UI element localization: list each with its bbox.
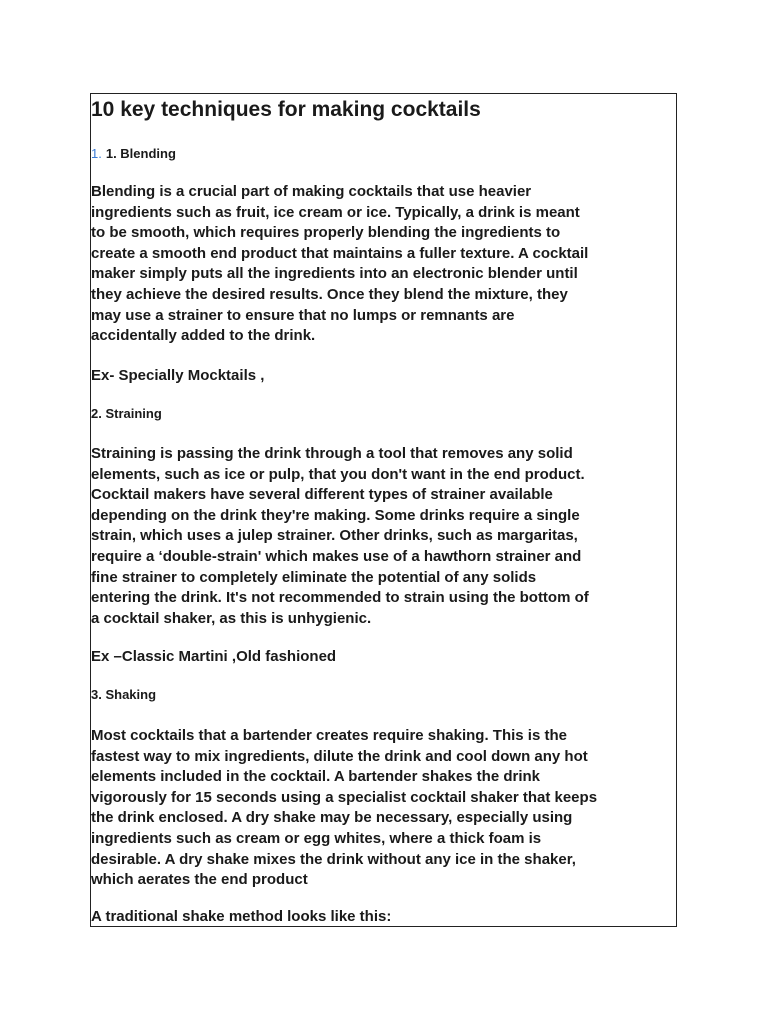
paragraph-line: entering the drink. It's not recommended to strain using the bottom of	[91, 589, 589, 607]
paragraph-line: desirable. A dry shake mixes the drink without any ice in the shaker,	[91, 850, 576, 868]
paragraph-line: depending on the drink they're making. Some drinks require a single	[91, 506, 580, 524]
paragraph-line: ingredients such as fruit, ice cream or ice. Typically, a drink is meant	[91, 203, 580, 221]
section-heading-shaking: 3. Shaking	[91, 687, 157, 702]
example-shaking: A traditional shake method looks like this:	[91, 908, 392, 925]
paragraph-line: Blending is a crucial part of making cocktails that use heavier	[91, 183, 532, 200]
section-heading-straining: 2. Straining	[91, 406, 162, 421]
example-straining: Ex –Classic Martini ,Old fashioned	[91, 648, 337, 665]
paragraph-line: fastest way to mix ingredients, dilute the drink and cool down any hot	[91, 747, 588, 765]
list-marker: 1.	[91, 146, 102, 161]
document-title: 10 key techniques for making cocktails	[91, 98, 481, 121]
paragraph-line: Cocktail makers have several different types of strainer available	[91, 486, 553, 504]
paragraph-straining	[91, 444, 677, 629]
paragraph-line: maker simply puts all the ingredients into an electronic blender until	[91, 265, 578, 283]
paragraph-line: Most cocktails that a bartender creates require shaking. This is the	[91, 727, 567, 744]
document-page	[90, 93, 677, 927]
paragraph-line: the drink enclosed. A dry shake may be necessary, especially using	[91, 809, 573, 827]
paragraph-line: Straining is passing the drink through a tool that removes any solid	[91, 445, 573, 462]
paragraph-line: vigorously for 15 seconds using a specialist cocktail shaker that keeps	[91, 788, 598, 806]
paragraph-line: elements included in the cocktail. A bartender shakes the drink	[91, 768, 541, 786]
section-heading-text: 1. Blending	[105, 146, 176, 161]
paragraph-line: elements, such as ice or pulp, that you don't want in the end product.	[91, 465, 585, 483]
paragraph-line: a cocktail shaker, as this is unhygienic.	[91, 609, 372, 627]
example-blending: Ex- Specially Mocktails ,	[91, 367, 265, 384]
paragraph-line: fine strainer to completely eliminate the potential of any solids	[91, 568, 537, 586]
paragraph-line: may use a strainer to ensure that no lumps or remnants are	[91, 306, 515, 324]
paragraph-line: require a ‘double-strain' which makes use of a hawthorn strainer and	[91, 547, 582, 565]
paragraph-line: create a smooth end product that maintains a fuller texture. A cocktail	[91, 244, 589, 262]
paragraph-blending	[91, 182, 677, 347]
paragraph-line: strain, which uses a julep strainer. Other drinks, such as margaritas,	[91, 527, 578, 545]
paragraph-line: they achieve the desired results. Once they blend the mixture, they	[91, 285, 568, 303]
paragraph-line: ingredients such as cream or egg whites, where a thick foam is	[91, 829, 542, 847]
paragraph-line: to be smooth, which requires properly blending the ingredients to	[91, 224, 561, 242]
section-heading-blending	[91, 146, 176, 161]
paragraph-shaking	[91, 726, 677, 891]
paragraph-line: which aerates the end product	[91, 871, 308, 889]
paragraph-line: accidentally added to the drink.	[91, 327, 316, 345]
